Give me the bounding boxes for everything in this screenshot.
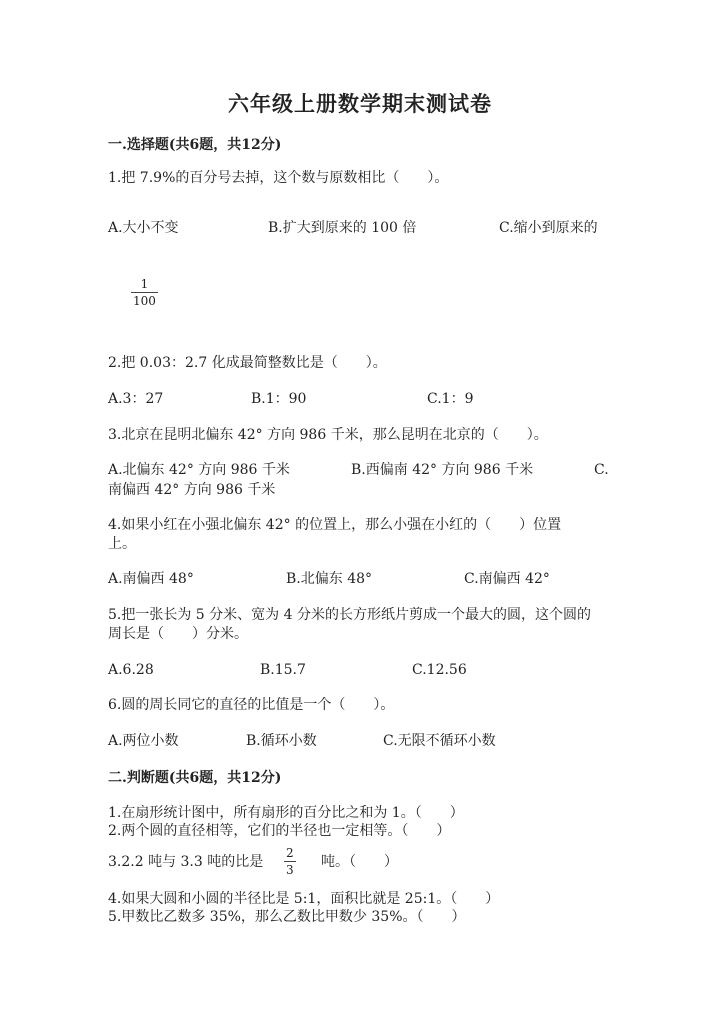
question-4-stem-continued: 上。 <box>108 536 136 552</box>
page-title: 六年级上册数学期末测试卷 <box>228 91 492 116</box>
judgement-3-prefix: 3.2.2 吨与 3.3 吨的比是 <box>108 854 264 870</box>
question-5-stem: 5.把一张长为 5 分米、宽为 4 分米的长方形纸片剪成一个最大的圆，这个圆的 <box>108 607 591 623</box>
question-3-option-c: 南偏西 42° 方向 986 千米 <box>108 482 276 498</box>
fraction-denominator: 100 <box>133 294 156 308</box>
fraction-numerator: 1 <box>140 277 149 291</box>
judgement-5: 5.甲数比乙数多 35%，那么乙数比甲数少 35%。（ ） <box>108 909 466 925</box>
question-4-option-b: B.北偏东 48° <box>286 571 373 587</box>
question-5-stem-continued: 周长是（ ）分米。 <box>108 626 248 642</box>
question-3-option-c-label: C. <box>594 462 609 478</box>
question-1-stem: 1.把 7.9%的百分号去掉，这个数与原数相比（ ）。 <box>108 170 449 186</box>
question-6-option-b: B.循环小数 <box>246 733 317 749</box>
question-4-option-c: C.南偏西 42° <box>464 571 550 587</box>
section-heading-choice: 一.选择题(共6题，共12分) <box>108 137 282 153</box>
question-2-stem: 2.把 0.03：2.7 化成最简整数比是（ ）。 <box>108 355 387 371</box>
question-2-option-a: A.3：27 <box>108 391 164 407</box>
question-1-option-a: A.大小不变 <box>108 220 179 236</box>
fraction-numerator: 2 <box>286 846 294 860</box>
question-6-stem: 6.圆的周长同它的直径的比值是一个（ ）。 <box>108 697 395 713</box>
judgement-2: 2.两个圆的直径相等，它们的半径也一定相等。（ ） <box>108 823 451 839</box>
judgement-3-fraction <box>284 846 296 877</box>
question-1-option-b: B.扩大到原来的 100 倍 <box>268 220 417 236</box>
question-6-option-a: A.两位小数 <box>108 733 179 749</box>
question-3-stem: 3.北京在昆明北偏东 42° 方向 986 千米，那么昆明在北京的（ ）。 <box>108 427 548 443</box>
fraction-denominator: 3 <box>286 863 294 877</box>
section-heading-judgement: 二.判断题(共6题，共12分) <box>108 770 282 786</box>
fraction-bar <box>284 861 296 862</box>
question-3-option-a: A.北偏东 42° 方向 986 千米 <box>108 462 290 478</box>
question-2-option-c: C.1：9 <box>427 391 474 407</box>
question-5-option-c: C.12.56 <box>412 662 467 678</box>
judgement-4: 4.如果大圆和小圆的半径比是 5:1，面积比就是 25:1。（ ） <box>108 891 500 907</box>
judgement-1: 1.在扇形统计图中，所有扇形的百分比之和为 1。（ ） <box>108 805 464 821</box>
question-4-option-a: A.南偏西 48° <box>108 571 194 587</box>
question-5-option-b: B.15.7 <box>260 662 306 678</box>
question-4-stem: 4.如果小红在小强北偏东 42° 的位置上，那么小强在小红的（ ）位置 <box>108 517 562 533</box>
question-1-fraction <box>131 277 158 308</box>
question-5-option-a: A.6.28 <box>108 662 154 678</box>
judgement-3-suffix: 吨。（ ） <box>321 854 398 870</box>
question-3-option-b: B.西偏南 42° 方向 986 千米 <box>351 462 534 478</box>
fraction-bar <box>131 292 158 293</box>
question-6-option-c: C.无限不循环小数 <box>383 733 496 749</box>
question-2-option-b: B.1：90 <box>251 391 307 407</box>
question-1-option-c: C.缩小到原来的 <box>499 220 598 236</box>
